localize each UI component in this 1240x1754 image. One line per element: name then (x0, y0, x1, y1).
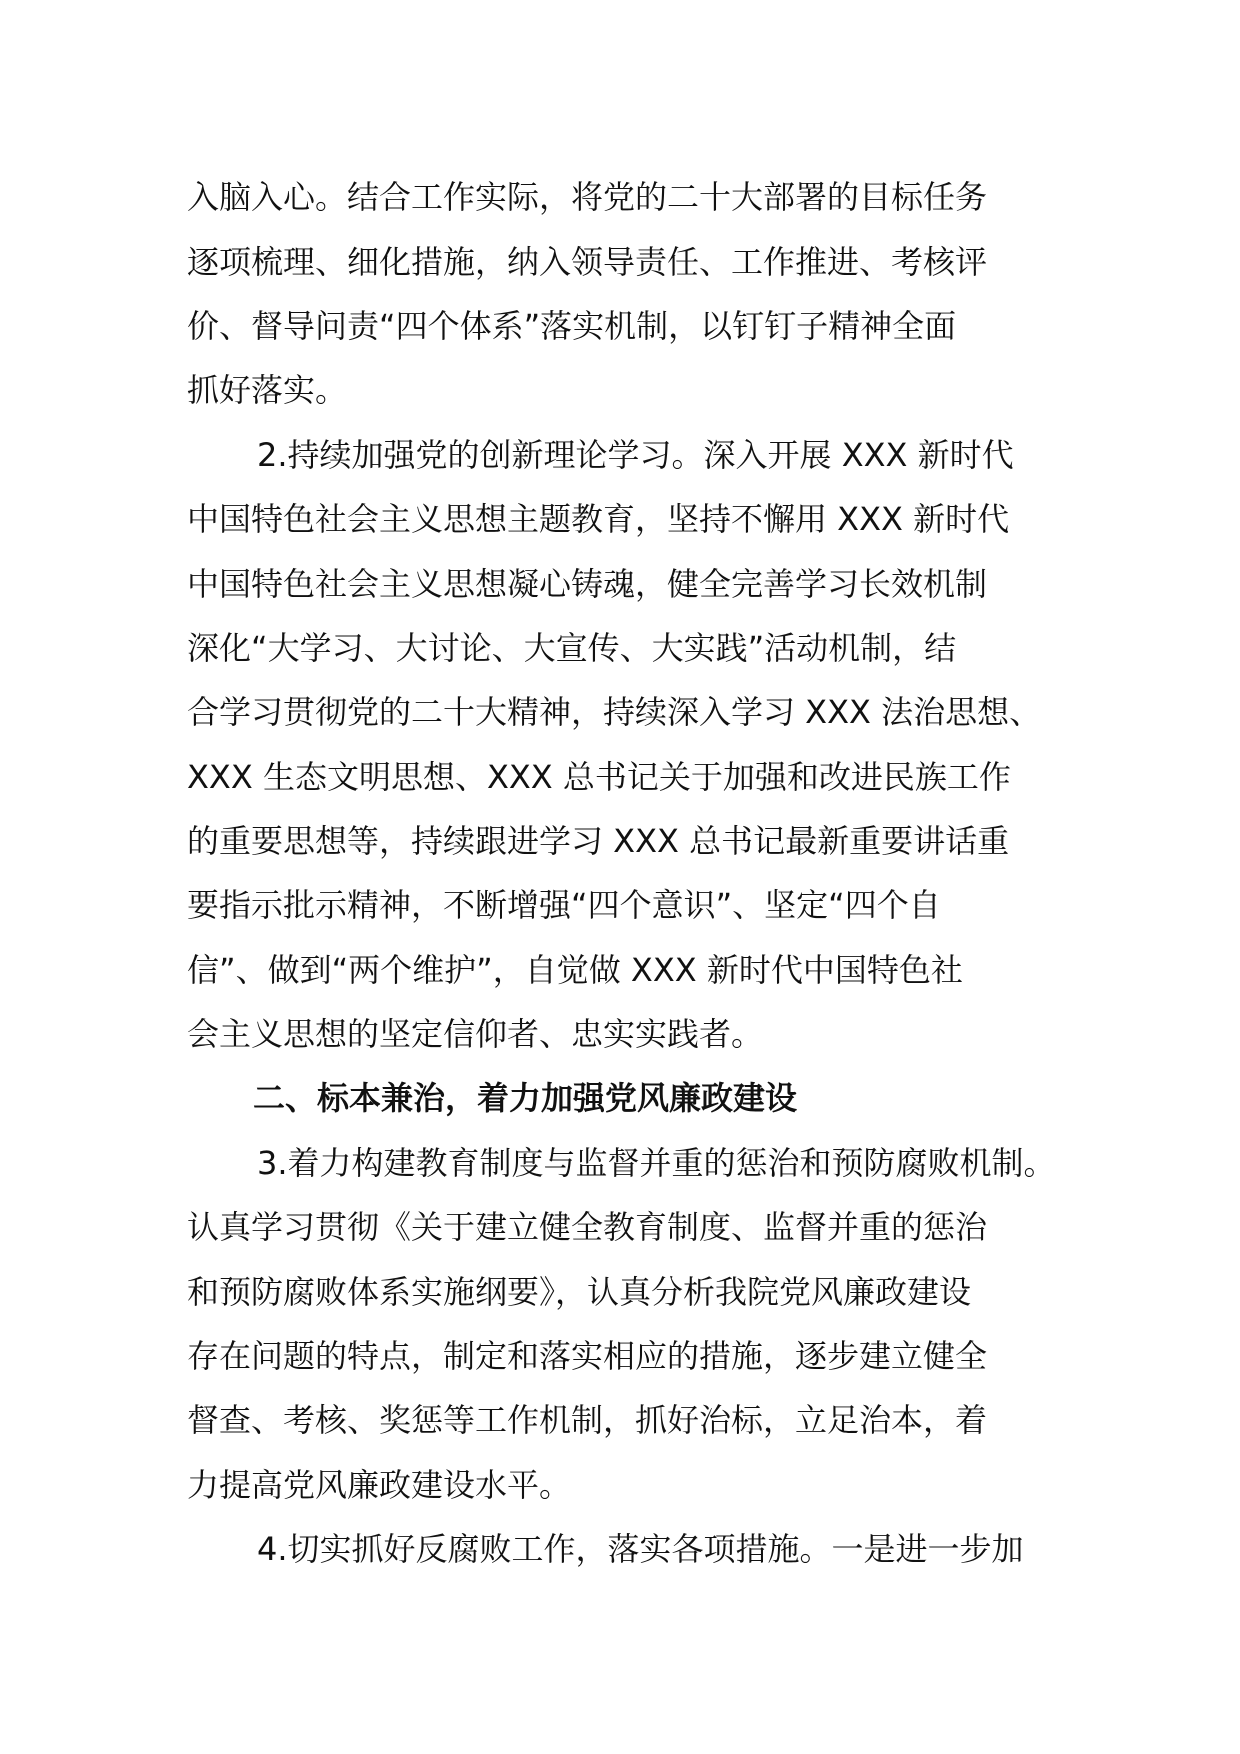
text-line: 督查、考核、奖惩等工作机制，抓好治标，立足治本，着 (187, 1401, 988, 1439)
text-line: 存在问题的特点，制定和落实相应的措施，逐步建立健全 (187, 1337, 988, 1375)
section-heading: 二、标本兼治，着力加强党风廉政建设 (253, 1079, 798, 1117)
paragraph-start-line: 3.着力构建教育制度与监督并重的惩治和预防腐败机制。 (257, 1144, 1056, 1182)
text-line: 入脑入心。结合工作实际，将党的二十大部署的目标任务 (187, 178, 988, 216)
text-line: 中国特色社会主义思想凝心铸魂，健全完善学习长效机制 (187, 565, 988, 603)
text-line: 认真学习贯彻《关于建立健全教育制度、监督并重的惩治 (187, 1208, 988, 1246)
text-line: 逐项梳理、细化措施，纳入领导责任、工作推进、考核评 (187, 243, 988, 281)
text-line: 价、督导问责“四个体系”落实机制，以钉钉子精神全面 (187, 307, 957, 345)
text-line: 要指示批示精神，不断增强“四个意识”、坚定“四个自 (187, 886, 941, 924)
text-line: 信”、做到“两个维护”，自觉做 XXX 新时代中国特色社 (187, 951, 963, 989)
text-line: 的重要思想等，持续跟进学习 XXX 总书记最新重要讲话重 (187, 822, 1010, 860)
text-line: 力提高党风廉政建设水平。 (187, 1466, 572, 1504)
text-line: 深化“大学习、大讨论、大宣传、大实践”活动机制，结 (187, 629, 957, 667)
text-line: XXX 生态文明思想、XXX 总书记关于加强和改进民族工作 (187, 758, 1011, 796)
paragraph-start-line: 4.切实抓好反腐败工作，落实各项措施。一是进一步加 (257, 1530, 1024, 1568)
text-line: 中国特色社会主义思想主题教育，坚持不懈用 XXX 新时代 (187, 500, 1010, 538)
paragraph-start-line: 2.持续加强党的创新理论学习。深入开展 XXX 新时代 (257, 436, 1014, 474)
text-line: 合学习贯彻党的二十大精神，持续深入学习 XXX 法治思想、 (187, 693, 1042, 731)
text-line: 会主义思想的坚定信仰者、忠实实践者。 (187, 1015, 764, 1053)
text-line: 抓好落实。 (187, 371, 348, 409)
text-line: 和预防腐败体系实施纲要》，认真分析我院党风廉政建设 (187, 1273, 972, 1311)
